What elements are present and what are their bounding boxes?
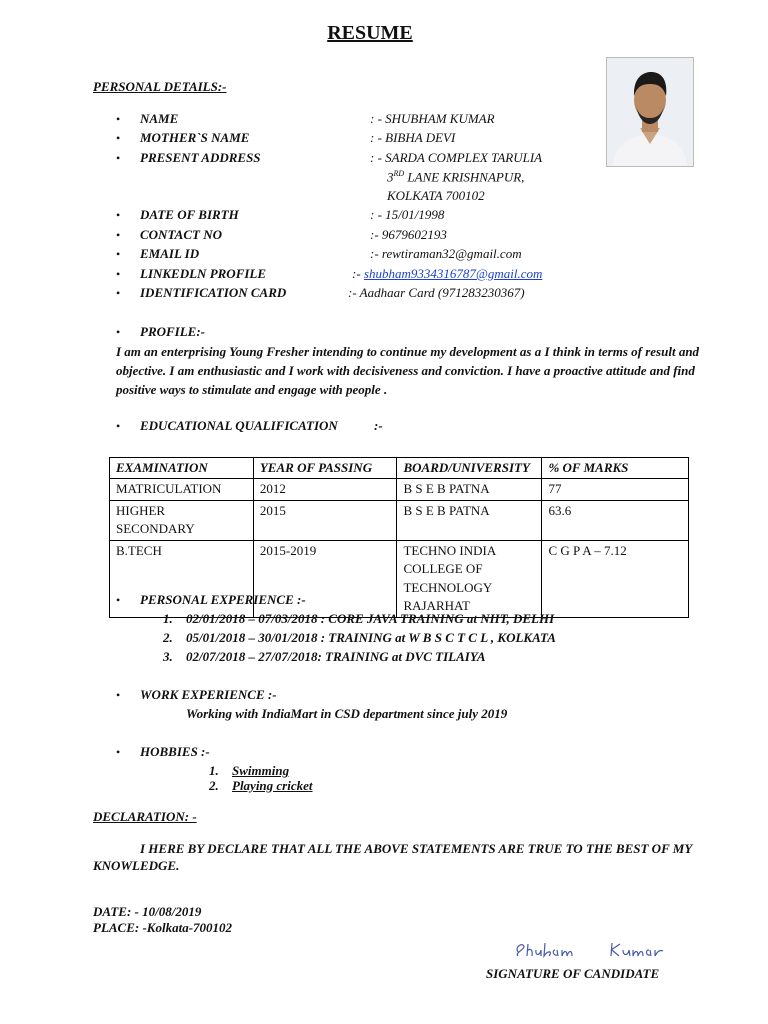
experience-item: 02/07/2018 – 27/07/2018: TRAINING at DVC TILAIYA — [186, 649, 486, 664]
label-name: NAME — [140, 111, 179, 126]
label-present-address: PRESENT ADDRESS — [140, 150, 261, 165]
profile-heading: PROFILE:- — [140, 324, 205, 339]
resume-title: RESUME — [327, 22, 413, 44]
list-number: 1. — [163, 611, 173, 626]
table-header-row — [110, 458, 689, 479]
table-row — [110, 500, 689, 540]
table-cell: TECHNO INDIA COLLEGE OF TECHNOLOGY RAJARHAT — [397, 540, 542, 617]
column-header: EXAMINATION — [110, 458, 254, 479]
bullet: • — [116, 325, 121, 339]
signature-label: SIGNATURE OF CANDIDATE — [486, 966, 660, 981]
value-mothers-name: : - BIBHA DEVI — [370, 130, 456, 145]
date-field: DATE: - 10/08/2019 — [93, 904, 202, 919]
label-identification-card: IDENTIFICATION CARD — [140, 285, 287, 300]
experience-item: 05/01/2018 – 30/01/2018 : TRAINING at W B S C T C L , KOLKATA — [186, 630, 556, 645]
label-contact-no: CONTACT NO — [140, 227, 222, 242]
work-experience-text: Working with IndiaMart in CSD department since july 2019 — [186, 706, 508, 721]
value-address-line3: KOLKATA 700102 — [387, 188, 485, 203]
table-cell: 63.6 — [542, 500, 689, 540]
experience-item: 02/01/2018 – 07/03/2018 : CORE JAVA TRAINING at NIIT, DELHI — [186, 611, 555, 626]
table-cell: C G P A – 7.12 — [542, 540, 689, 617]
linkedin-profile-link[interactable]: shubham9334316787@gmail.com — [363, 266, 543, 281]
declaration-text: I HERE BY DECLARE THAT ALL THE ABOVE STATEMENTS ARE TRUE TO THE BEST OF MY KNOWLEDGE. — [93, 841, 692, 873]
table-cell: B S E B PATNA — [397, 500, 542, 540]
list-number: 1. — [209, 763, 219, 778]
declaration-heading: DECLARATION: - — [93, 809, 197, 824]
label-email-id: EMAIL ID — [140, 246, 200, 261]
bullet: • — [116, 247, 121, 261]
value-contact-no: :- 9679602193 — [370, 227, 447, 242]
list-number: 2. — [163, 630, 173, 645]
bullet: • — [116, 208, 121, 222]
label-mothers-name: MOTHER`S NAME — [140, 130, 250, 145]
hobbies-heading: HOBBIES :- — [140, 744, 210, 759]
list-number: 2. — [209, 778, 219, 793]
bullet: • — [116, 419, 121, 433]
table-cell: 77 — [542, 479, 689, 501]
education-heading: EDUCATIONAL QUALIFICATION — [140, 418, 338, 433]
table-cell: MATRICULATION — [110, 479, 254, 501]
column-header: YEAR OF PASSING — [253, 458, 397, 479]
bullet: • — [116, 593, 121, 607]
bullet: • — [116, 267, 121, 281]
table-cell: 2015 — [253, 500, 397, 540]
value-identification-card: :- Aadhaar Card (971283230367) — [348, 285, 525, 300]
profile-text: I am an enterprising Young Fresher intending to continue my development as a I think in terms of result and objective. I am enthusiastic and I work with decisiveness and conviction. I have a proactive attitude and find positive ways to stimulate and engage with people . — [116, 344, 700, 397]
bullet: • — [116, 286, 121, 300]
experience-heading: PERSONAL EXPERIENCE :- — [140, 592, 306, 607]
candidate-photo — [606, 57, 694, 167]
column-header: BOARD/UNIVERSITY — [397, 458, 542, 479]
table-row — [110, 479, 689, 501]
education-colon: :- — [374, 418, 383, 433]
place-field: PLACE: -Kolkata-700102 — [93, 920, 233, 935]
value-name: : - SHUBHAM KUMAR — [370, 111, 495, 126]
bullet: • — [116, 131, 121, 145]
person-photo-icon — [607, 58, 693, 166]
table-cell: HIGHER SECONDARY — [110, 500, 254, 540]
bullet: • — [116, 228, 121, 242]
work-experience-heading: WORK EXPERIENCE :- — [140, 687, 277, 702]
table-cell: B.TECH — [110, 540, 254, 617]
value-linkedin-profile: :- shubham9334316787@gmail.com — [352, 266, 543, 281]
bullet: • — [116, 151, 121, 165]
value-address-line1: : - SARDA COMPLEX TARULIA — [370, 150, 543, 165]
hobby-item: Swimming — [232, 763, 290, 778]
bullet: • — [116, 745, 121, 759]
label-date-of-birth: DATE OF BIRTH — [140, 207, 239, 222]
list-number: 3. — [163, 649, 173, 664]
hobby-item: Playing cricket — [232, 778, 313, 793]
signature-image — [512, 938, 682, 960]
label-linkedin-profile: LINKEDLN PROFILE — [140, 266, 267, 281]
bullet: • — [116, 112, 121, 126]
value-address-line2: 3RD LANE KRISHNAPUR, — [387, 169, 525, 185]
value-date-of-birth: : - 15/01/1998 — [370, 207, 445, 222]
table-cell: B S E B PATNA — [397, 479, 542, 501]
value-email-id: :- rewtiraman32@gmail.com — [370, 246, 522, 261]
bullet: • — [116, 688, 121, 702]
personal-details-heading: PERSONAL DETAILS:- — [93, 79, 227, 94]
column-header: % OF MARKS — [542, 458, 689, 479]
table-cell: 2012 — [253, 479, 397, 501]
table-cell: 2015-2019 — [253, 540, 397, 617]
